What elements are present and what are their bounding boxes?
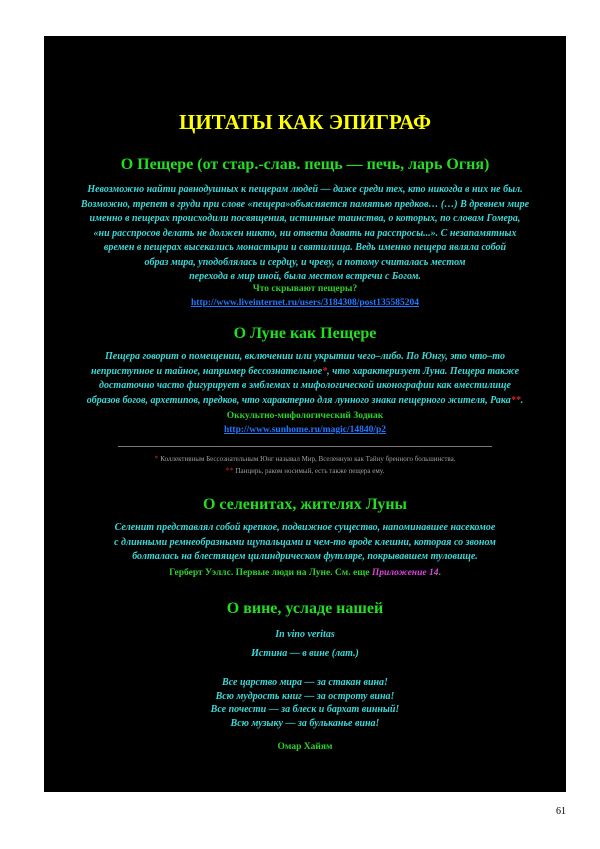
text-line: Невозможно найти равнодушных к пещерам людей — даже среди тех, кто никогда в них не был. (87, 184, 523, 195)
appendix-link[interactable]: Приложение 14 (371, 568, 439, 578)
text-fragment: . (520, 394, 524, 406)
footnote-mark: * (322, 365, 328, 377)
author-khayyam: Омар Хайям (277, 742, 333, 752)
footnote-mark: * (154, 454, 159, 463)
poem (44, 676, 566, 730)
paragraph-selenites (54, 521, 556, 565)
footnote-mark: ** (225, 466, 234, 475)
link-sunhome[interactable]: http://www.sunhome.ru/magic/14840/p2 (223, 425, 387, 435)
heading-cave: О Пещере (от стар.-слав. пещь — печь, ларь Огня) (120, 156, 490, 173)
text-line: с длинными ремнеобразными щупальцами и чем-то вроде клешни, которая со звоном (114, 536, 496, 548)
text-line: образ мира, уподоблялась и сердцу, и чреву, а потому считалась местом (144, 256, 466, 268)
page-title: ЦИТАТЫ КАК ЭПИГРАФ (179, 110, 431, 134)
text-line: болталась на блестящем цилиндрическом футляре, покрывавшем туловище. (132, 551, 478, 562)
heading-moon-cave: О Луне как Пещере (233, 325, 377, 342)
text-fragment: образов богов, архетипов, предков, что характерно для лунного знака пещерного жителя, Рака (86, 394, 511, 406)
text-fragment: неприступное и тайное, например бессознательное (90, 365, 323, 377)
footnote-text: Коллективным Бессознательным Юнг называл Мир, Вселенную как Тайну бренного большинства. (158, 455, 456, 463)
black-panel (44, 36, 566, 792)
source-text: Герберт Уэллс. Первые люди на Луне. См. еще (169, 568, 372, 578)
text-fragment: , что характеризует Луна. Пещера также (327, 365, 520, 377)
footnote-text: Панцирь, раком носимый, есть также пещера ему. (233, 467, 385, 475)
footnote-mark: ** (510, 394, 521, 406)
poem-line: Всю музыку — за бульканье вина! (230, 717, 380, 729)
text-line: именно в пещерах происходили посвящения, истинные таинства, о которых, по словам Гомера, (89, 213, 521, 224)
text-line: Селенит представлял собой крепкое, подвижное существо, напоминавшее насекомое (114, 522, 496, 533)
text-line (54, 365, 556, 380)
latin-translation: Истина — в вине (лат.) (251, 648, 359, 659)
link-liveinternet[interactable]: http://www.liveinternet.ru/users/3184308/post135585204 (191, 298, 419, 308)
source-text: . (438, 568, 441, 578)
page-number: 61 (556, 806, 566, 817)
text-line (54, 394, 556, 409)
poem-line: Всю мудрость книг — за остроту вина! (215, 690, 395, 702)
poem-line: Все царство мира — за стакан вина! (222, 677, 388, 688)
text-line: Пещера говорит о помещении, включении или укрытии чего–либо. По Юнгу, это что–то (105, 351, 505, 362)
paragraph-moon-cave (54, 350, 556, 408)
text-line: перехода в мир иной, была местом встречи с Богом. (189, 271, 421, 282)
text-line: времен в пещерах высекались монастыри и святилища. Ведь именно пещера являла собой (103, 242, 507, 253)
poem-line: Все почести — за блеск и бархат винный! (210, 704, 400, 715)
text-line: достаточно часто фигурирует в эмблемах и мифологической иконографии как вместилище (99, 380, 511, 391)
footnote-separator (118, 446, 492, 447)
footnote-1 (44, 454, 566, 463)
source-cave: Что скрывают пещеры? (252, 284, 358, 294)
text-line: Возможно, трепет в груди при слове «пещера»объясняется памятью предков… (…) В древнем мире (80, 198, 530, 210)
latin-quote: In vino veritas (275, 629, 335, 640)
heading-selenites: О селенитах, жителях Луны (202, 496, 408, 513)
footnote-2 (44, 466, 566, 475)
source-wells (44, 568, 566, 578)
paragraph-cave (54, 183, 556, 285)
text-line: «ни расспросов делать не должен никто, ни ответа давать на расспросы...». С незапамятных (93, 227, 517, 239)
heading-wine: О вине, усладе нашей (226, 600, 384, 617)
source-zodiac: Оккультно-мифологический Зодиак (226, 411, 384, 421)
